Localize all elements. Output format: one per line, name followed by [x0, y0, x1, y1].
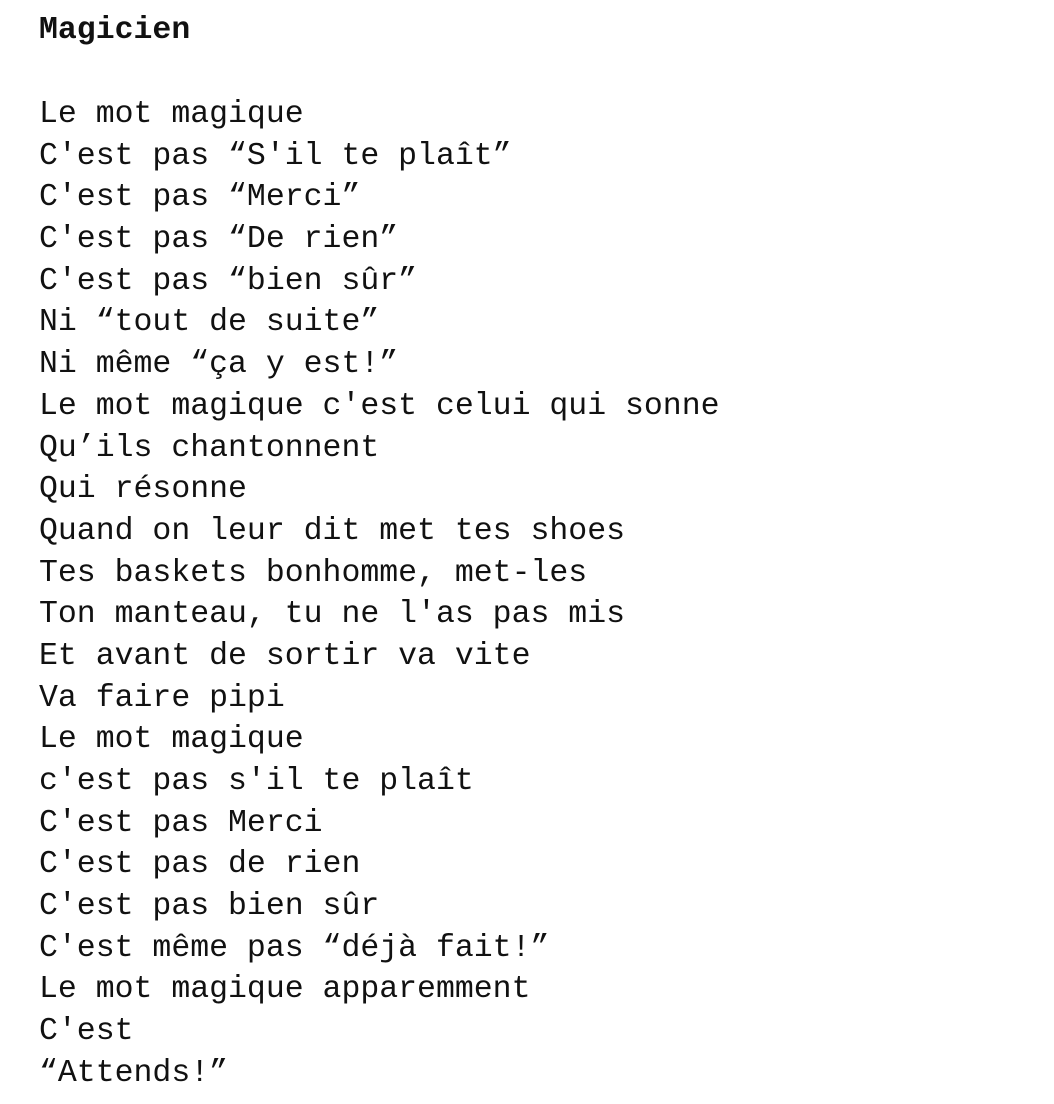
poem-title: Magicien [39, 13, 191, 48]
poem-line: Va faire pipi [39, 680, 285, 716]
poem-line: C'est pas “Merci” [39, 180, 361, 216]
poem-line: C'est pas bien sûr [39, 889, 380, 925]
poem-line: C'est pas Merci [39, 805, 323, 841]
poem-line: Tes baskets bonhomme, met-les [39, 555, 588, 591]
poem-line: Qu’ils chantonnent [39, 430, 380, 466]
poem-line: Le mot magique apparemment [39, 972, 531, 1008]
poem-body [39, 94, 1019, 1095]
poem-line: “Attends!” [39, 1055, 229, 1091]
poem-line: C'est pas “De rien” [39, 222, 399, 258]
poem-line: C'est pas “S'il te plaît” [39, 138, 512, 174]
poem-line: c'est pas s'il te plaît [39, 764, 474, 799]
poem-line: C'est pas “bien sûr” [39, 263, 418, 299]
poem-line: Et avant de sortir va vite [39, 638, 531, 674]
poem-line: Quand on leur dit met tes shoes [39, 513, 625, 549]
poem-line: Ni “tout de suite” [39, 305, 380, 341]
poem-line: C'est [39, 1014, 134, 1050]
poem-line: Le mot magique c'est celui qui sonne [39, 388, 720, 424]
poem-line: Le mot magique [39, 722, 304, 758]
poem-line: C'est même pas “déjà fait!” [39, 930, 550, 966]
poem-line: Qui résonne [39, 472, 247, 508]
poem-document [39, 10, 1019, 1095]
poem-line: Ni même “ça y est!” [39, 347, 399, 383]
stanza-gap [39, 52, 1019, 94]
poem-line: Ton manteau, tu ne l'as pas mis [39, 597, 625, 633]
poem-line: C'est pas de rien [39, 847, 361, 883]
poem-line: Le mot magique [39, 97, 304, 132]
